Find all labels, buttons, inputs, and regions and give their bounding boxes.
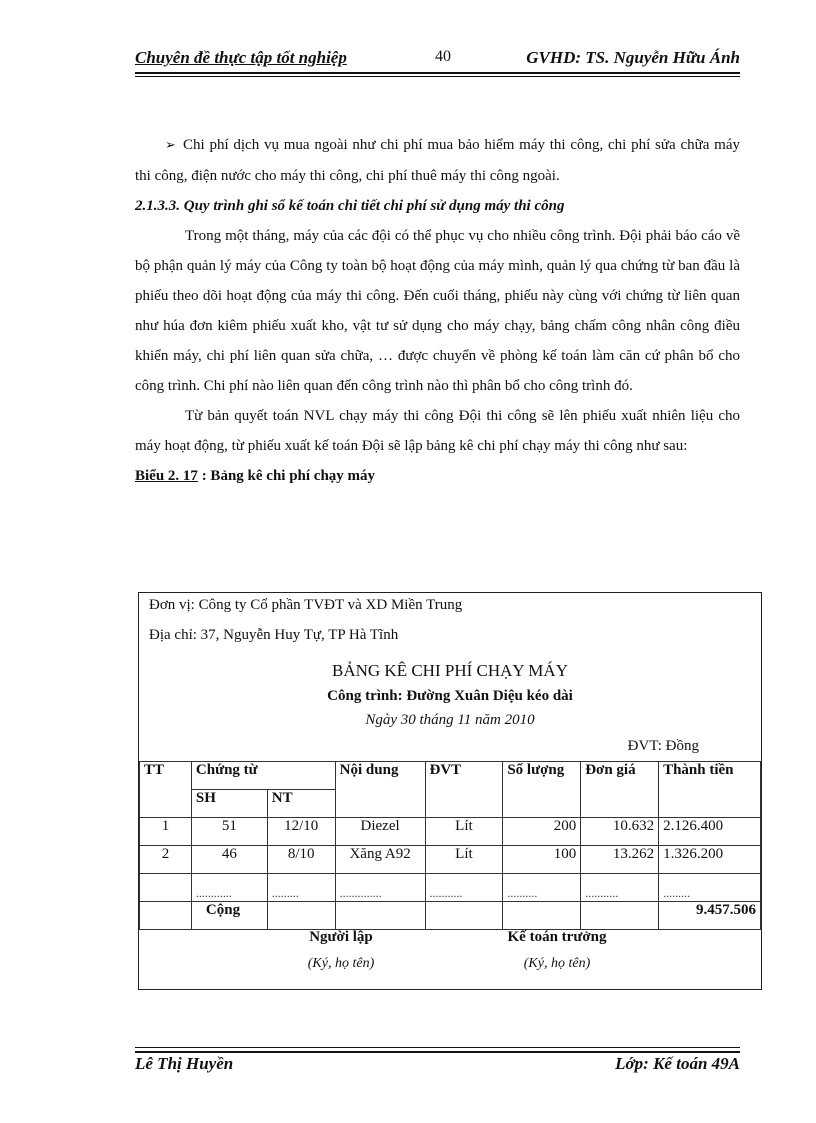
bullet-paragraph: [135, 130, 740, 191]
paragraph-1: Trong một tháng, máy của các đội có thể phục vụ cho nhiều công trình. Đội phải báo cáo về bộ phận quản lý máy của Công ty toàn bộ hoạt động của máy mình, quản lý qua chứng từ ban đầu là phiếu theo dõi hoạt động của máy thi công. Đến cuối tháng, phiếu này cùng với chứng từ liên quan như húa đơn kiêm phiếu xuất kho, vật tư sử dụng cho máy chạy, bảng chấm công nhân công điều khiển máy, chi phí liên quan sửa chữa, … được chuyển về phòng kế toán làm căn cứ phân bổ cho công trình. Chi phí nào liên quan đến công trình nào thì phân bổ cho công trình đó.: [135, 228, 740, 394]
cell-content: Diezel: [335, 818, 425, 846]
header-thesis-title: Chuyên đề thực tập tốt nghiệp: [135, 48, 347, 67]
col-tt: TT: [140, 762, 192, 818]
chief-accountant-role: Kế toán trưởng: [507, 929, 607, 945]
footer-class: Lớp: Kế toán 49A: [615, 1054, 740, 1073]
cell-nt: 8/10: [267, 846, 335, 874]
col-sh: SH: [191, 790, 267, 818]
cell-dots: ............: [191, 874, 267, 902]
body-content: [135, 130, 740, 491]
preparer-role: Người lập: [309, 929, 373, 945]
section-heading: 2.1.3.3. Quy trình ghi sổ kế toán chi tiết chi phí sử dụng máy thi công: [135, 198, 565, 214]
expense-form: [138, 592, 762, 990]
cell-dots: ..............: [335, 874, 425, 902]
cell-tt: 1: [140, 818, 192, 846]
cell-qty: 200: [503, 818, 581, 846]
header-supervisor: GVHD: TS. Nguyễn Hữu Ánh: [526, 48, 740, 67]
bullet-text: Chi phí dịch vụ mua ngoài như chi phí mua bảo hiểm máy thi công, chi phí sửa chữa máy thi công, điện nước cho máy thi công, chi phí thuê máy thi công ngoài.: [135, 137, 740, 184]
cell-empty: [140, 874, 192, 902]
cell-dots: .........: [267, 874, 335, 902]
cell-price: 13.262: [581, 846, 659, 874]
table-header-row: [140, 762, 761, 790]
header-rule: [135, 72, 740, 74]
paragraph-2: Từ bản quyết toán NVL chạy máy thi công Đội thi công sẽ lên phiếu xuất nhiên liệu cho máy hoạt động, từ phiếu xuất kế toán Đội sẽ lập bảng kê chi phí chạy máy thi công như sau:: [135, 408, 740, 454]
cell-empty: [267, 902, 335, 930]
cell-sh: 46: [191, 846, 267, 874]
cell-empty: [503, 902, 581, 930]
cell-dots: ...........: [581, 874, 659, 902]
cell-dots: ..........: [503, 874, 581, 902]
footer-rule: [135, 1051, 740, 1053]
cell-price: 10.632: [581, 818, 659, 846]
cell-amount: 2.126.400: [659, 818, 761, 846]
cell-dots: ...........: [425, 874, 503, 902]
col-unit: ĐVT: [425, 762, 503, 818]
col-price: Đơn giá: [581, 762, 659, 818]
total-label: Cộng: [191, 902, 267, 930]
form-project: Công trình: Đường Xuân Diệu kéo dài: [327, 688, 573, 704]
cell-empty: [425, 902, 503, 930]
cell-empty: [140, 902, 192, 930]
cell-content: Xăng A92: [335, 846, 425, 874]
cell-tt: 2: [140, 846, 192, 874]
total-amount: 9.457.506: [659, 902, 761, 930]
expense-table: [139, 761, 761, 930]
col-content: Nội dung: [335, 762, 425, 818]
signature-chief-accountant: [467, 929, 647, 972]
table-row: [140, 818, 761, 846]
col-qty: Số lượng: [503, 762, 581, 818]
cell-unit: Lít: [425, 818, 503, 846]
preparer-note: (Ký, họ tên): [307, 956, 375, 971]
form-title: BẢNG KÊ CHI PHÍ CHẠY MÁY: [332, 661, 568, 680]
form-date: Ngày 30 tháng 11 năm 2010: [365, 712, 535, 728]
cell-empty: [335, 902, 425, 930]
table-total-row: [140, 902, 761, 930]
page-number: 40: [435, 48, 451, 65]
table-row-dots: [140, 874, 761, 902]
caption-text: : Bảng kê chi phí chạy máy: [201, 468, 376, 484]
footer-author: Lê Thị Huyền: [135, 1054, 234, 1073]
col-amount: Thành tiền: [659, 762, 761, 818]
cell-nt: 12/10: [267, 818, 335, 846]
footer-rule-thin: [135, 1047, 740, 1048]
chief-accountant-note: (Ký, họ tên): [523, 956, 591, 971]
form-unit: Đơn vị: Công ty Cổ phần TVĐT và XD Miền Trung: [149, 597, 463, 613]
col-voucher: Chứng từ: [191, 762, 335, 790]
cell-dots: .........: [659, 874, 761, 902]
cell-sh: 51: [191, 818, 267, 846]
table-row: [140, 846, 761, 874]
signature-preparer: [251, 929, 431, 972]
header-rule-thin: [135, 76, 740, 77]
arrow-bullet-icon: ➢: [165, 138, 176, 153]
figure-caption: [135, 461, 740, 491]
form-address: Địa chỉ: 37, Nguyễn Huy Tự, TP Hà Tĩnh: [149, 627, 399, 643]
page-header: [135, 48, 740, 72]
cell-qty: 100: [503, 846, 581, 874]
col-nt: NT: [267, 790, 335, 818]
cell-amount: 1.326.200: [659, 846, 761, 874]
cell-unit: Lít: [425, 846, 503, 874]
form-currency: ĐVT: Đồng: [627, 738, 699, 754]
cell-empty: [581, 902, 659, 930]
caption-label: Biểu 2. 17: [135, 468, 198, 484]
